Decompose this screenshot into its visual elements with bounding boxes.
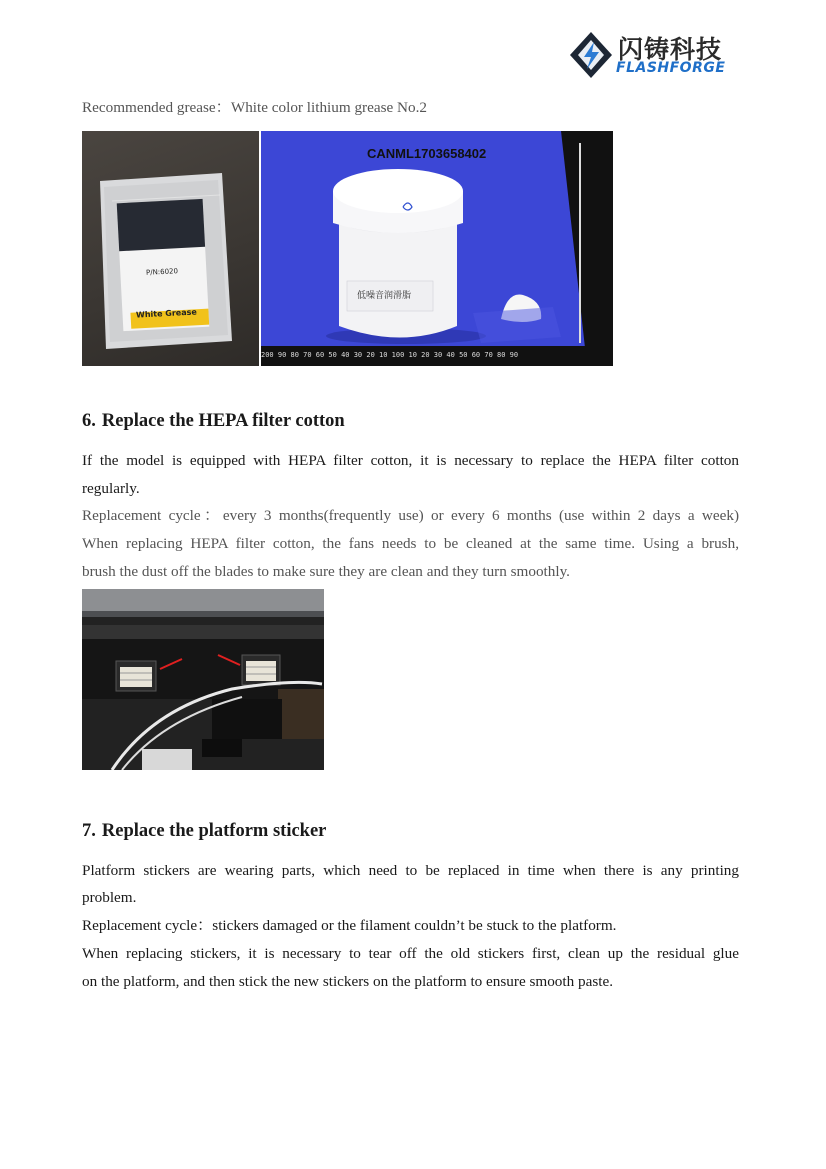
ruler-scale: 200 90 80 70 60 50 40 30 20 10 100 10 20 30 40 50 60 70 80 90 — [261, 351, 519, 359]
section-6-cycle: Replacement cycle：every 3 months(frequently use) or every 6 months (use within 2 days a week) — [82, 507, 739, 524]
hepa-filter-photo — [82, 589, 324, 770]
logo-text-cn: 闪铸科技 — [618, 35, 723, 64]
jar-label: 低噪音润滑脂 — [357, 291, 412, 301]
section-6-number: 6. — [82, 411, 96, 431]
section-6-heading — [82, 411, 345, 432]
grease-value: White color lithium grease No.2 — [230, 99, 427, 116]
section-7-p2-line1: When replacing stickers, it is necessary to tear off the old stickers first, clean up the residual glue — [82, 945, 739, 962]
section-6-p1-line1: If the model is equipped with HEPA filter cotton, it is necessary to replace the HEPA filter cotton — [82, 452, 739, 469]
photo-code-label: CANML1703658402 — [367, 146, 487, 161]
section-6-p2-line2: brush the dust off the blades to make sure they are clean and they turn smoothly. — [82, 563, 570, 580]
section-6-p1-line2: regularly. — [82, 480, 140, 497]
section-7-p1-line2: problem. — [82, 889, 137, 906]
logo-text-en: FLASHFORGE — [616, 60, 726, 76]
section-7-number: 7. — [82, 821, 96, 841]
packet-label: White Grease — [135, 307, 198, 320]
section-7-cycle: Replacement cycle：stickers damaged or the filament couldn’t be stuck to the platform. — [82, 917, 617, 934]
section-7-p1-line1: Platform stickers are wearing parts, which need to be replaced in time when there is any printing — [82, 862, 739, 879]
grease-packet-photo — [82, 131, 259, 366]
section-7-p2-line2: on the platform, and then stick the new stickers on the platform to ensure smooth paste. — [82, 973, 614, 990]
flashforge-mark-icon — [568, 30, 614, 80]
grease-label: Recommended grease： — [82, 99, 231, 116]
section-6-p2-line1: When replacing HEPA filter cotton, the fans needs to be cleaned at the same time. Using a brush, — [82, 535, 739, 552]
grease-line — [82, 94, 739, 122]
flashforge-logo — [568, 30, 732, 80]
packet-pn-label: P/N:6020 — [145, 267, 179, 277]
section-7-title: Replace the platform sticker — [101, 821, 327, 841]
section-7-heading — [82, 821, 326, 842]
section-6-title: Replace the HEPA filter cotton — [101, 411, 345, 431]
grease-jar-photo — [261, 131, 613, 366]
